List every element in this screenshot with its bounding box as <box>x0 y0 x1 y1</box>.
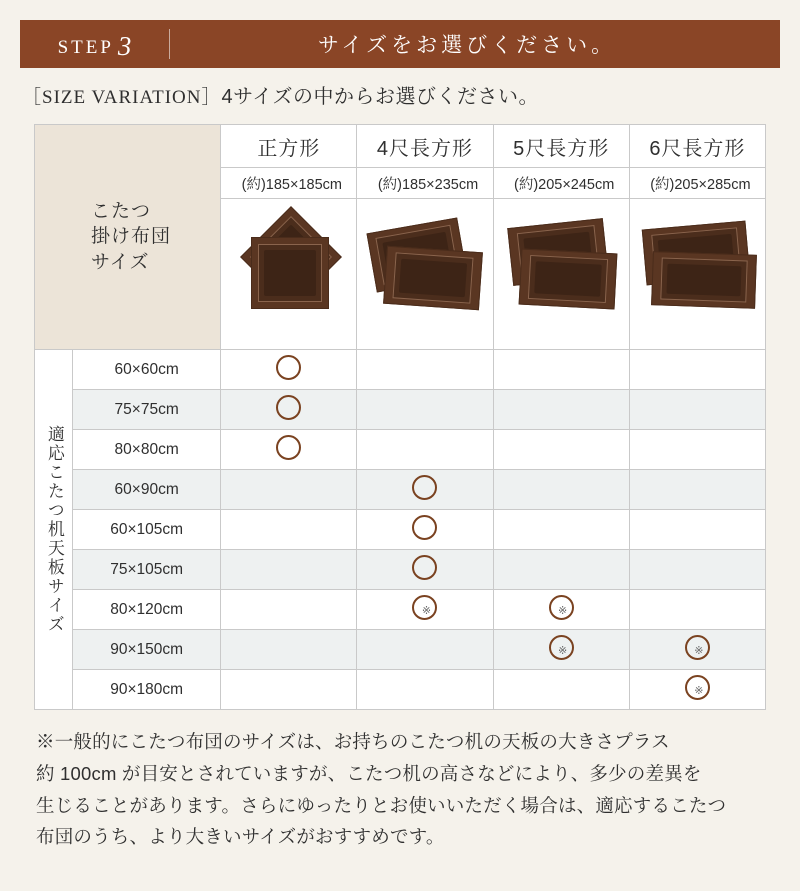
mark-3-1 <box>357 470 493 510</box>
mark-2-3 <box>629 430 765 470</box>
mark-7-0 <box>221 630 357 670</box>
table-header-row <box>35 125 766 168</box>
table-row <box>35 390 766 430</box>
size-variation-subtitle <box>22 80 539 109</box>
step-word: STEP <box>57 37 114 58</box>
size-variation-label: ［SIZE VARIATION］ <box>22 87 222 108</box>
mark-8-1 <box>357 670 493 710</box>
mark-0-1 <box>357 350 493 390</box>
mark-0-3 <box>629 350 765 390</box>
row-label-7: 90×150cm <box>73 630 221 670</box>
column-type-0: 正方形 <box>221 125 357 168</box>
table-row <box>35 470 766 510</box>
mark-5-2 <box>493 550 629 590</box>
futon-illustration-square <box>221 199 357 350</box>
table-row <box>35 630 766 670</box>
mark-0-0 <box>221 350 357 390</box>
mark-4-0 <box>221 510 357 550</box>
side-label-text: 適応こたつ机天板サイズ <box>44 425 64 634</box>
circle-icon <box>412 555 437 580</box>
footnote-line-4: 布団のうち、より大きいサイズがおすすめです。 <box>36 826 445 848</box>
mark-4-1 <box>357 510 493 550</box>
mark-1-1 <box>357 390 493 430</box>
mark-2-2 <box>493 430 629 470</box>
column-dimension-1: (約)185×235cm <box>357 168 493 199</box>
mark-3-2 <box>493 470 629 510</box>
mark-3-0 <box>221 470 357 510</box>
mark-6-3 <box>629 590 765 630</box>
asterisk-icon: ※ <box>558 644 568 657</box>
circle-icon <box>412 515 437 540</box>
futon-shape-square <box>221 199 356 349</box>
row-label-5: 75×105cm <box>73 550 221 590</box>
page-title: サイズをお選びください。 <box>317 34 617 57</box>
mark-8-3 <box>629 670 765 710</box>
side-label-cell <box>35 350 73 710</box>
futon-size-label-line1: こたつ <box>91 200 152 222</box>
mark-4-3 <box>629 510 765 550</box>
mark-7-3 <box>629 630 765 670</box>
futon-layer-front <box>518 249 617 310</box>
mark-6-2 <box>493 590 629 630</box>
asterisk-icon: ※ <box>421 604 432 617</box>
mark-0-2 <box>493 350 629 390</box>
futon-illustration-rect-4 <box>357 199 493 350</box>
futon-layer-front <box>651 251 757 309</box>
table-row <box>35 430 766 470</box>
mark-1-3 <box>629 390 765 430</box>
mark-2-0 <box>221 430 357 470</box>
row-label-0: 60×60cm <box>73 350 221 390</box>
footnote-line-1: ※一般的にこたつ布団のサイズは、お持ちのこたつ机の天板の大きさプラス <box>36 731 670 752</box>
futon-shape-rect-5 <box>494 199 629 349</box>
row-label-2: 80×80cm <box>73 430 221 470</box>
step-header <box>20 20 780 68</box>
mark-6-1 <box>357 590 493 630</box>
mark-8-2 <box>493 670 629 710</box>
futon-illustration-rect-6 <box>629 199 765 350</box>
size-table-wrapper <box>34 124 766 710</box>
row-label-8: 90×180cm <box>73 670 221 710</box>
row-label-4: 60×105cm <box>73 510 221 550</box>
mark-5-3 <box>629 550 765 590</box>
mark-6-0 <box>221 590 357 630</box>
size-table <box>34 124 766 710</box>
column-type-1: 4尺長方形 <box>357 125 493 168</box>
row-label-3: 60×90cm <box>73 470 221 510</box>
step-number: 3 <box>117 31 132 61</box>
asterisk-icon: ※ <box>558 604 568 617</box>
futon-size-header-cell <box>35 125 221 350</box>
footnote-line-2: 約 100cm が目安とされていますが、こたつ机の高さなどにより、多少の差異を <box>36 762 702 784</box>
futon-size-label-line2: 掛け布団 <box>91 226 172 248</box>
column-dimension-2: (約)205×245cm <box>493 168 629 199</box>
circle-icon <box>276 435 301 460</box>
row-label-6: 80×120cm <box>73 590 221 630</box>
futon-shape-rect-4 <box>357 199 492 349</box>
column-type-3: 6尺長方形 <box>629 125 765 168</box>
mark-8-0 <box>221 670 357 710</box>
footnote-line-3: 生じることがあります。さらにゆったりとお使いいただく場合は、適応するこたつ <box>36 794 727 816</box>
asterisk-icon: ※ <box>694 644 704 657</box>
mark-2-1 <box>357 430 493 470</box>
mark-1-2 <box>493 390 629 430</box>
footnote <box>36 726 766 853</box>
mark-1-0 <box>221 390 357 430</box>
table-row <box>35 350 766 390</box>
table-row <box>35 550 766 590</box>
mark-5-0 <box>221 550 357 590</box>
futon-size-label-line3: サイズ <box>91 251 150 273</box>
asterisk-icon: ※ <box>694 684 704 697</box>
futon-illustration-rect-5 <box>493 199 629 350</box>
circle-icon <box>276 355 301 380</box>
table-row <box>35 670 766 710</box>
step-badge <box>20 29 170 59</box>
mark-5-1 <box>357 550 493 590</box>
mark-7-1 <box>357 630 493 670</box>
column-dimension-3: (約)205×285cm <box>629 168 765 199</box>
column-dimension-0: (約)185×185cm <box>221 168 357 199</box>
circle-icon <box>412 475 437 500</box>
mark-3-3 <box>629 470 765 510</box>
size-variation-text: 4サイズの中からお選びください。 <box>221 86 540 108</box>
futon-shape-rect-6 <box>630 199 765 349</box>
futon-layer-front <box>251 237 329 309</box>
mark-7-2 <box>493 630 629 670</box>
futon-layer-front <box>384 246 484 311</box>
row-label-1: 75×75cm <box>73 390 221 430</box>
mark-4-2 <box>493 510 629 550</box>
table-row <box>35 590 766 630</box>
circle-icon <box>276 395 301 420</box>
table-row <box>35 510 766 550</box>
column-type-2: 5尺長方形 <box>493 125 629 168</box>
